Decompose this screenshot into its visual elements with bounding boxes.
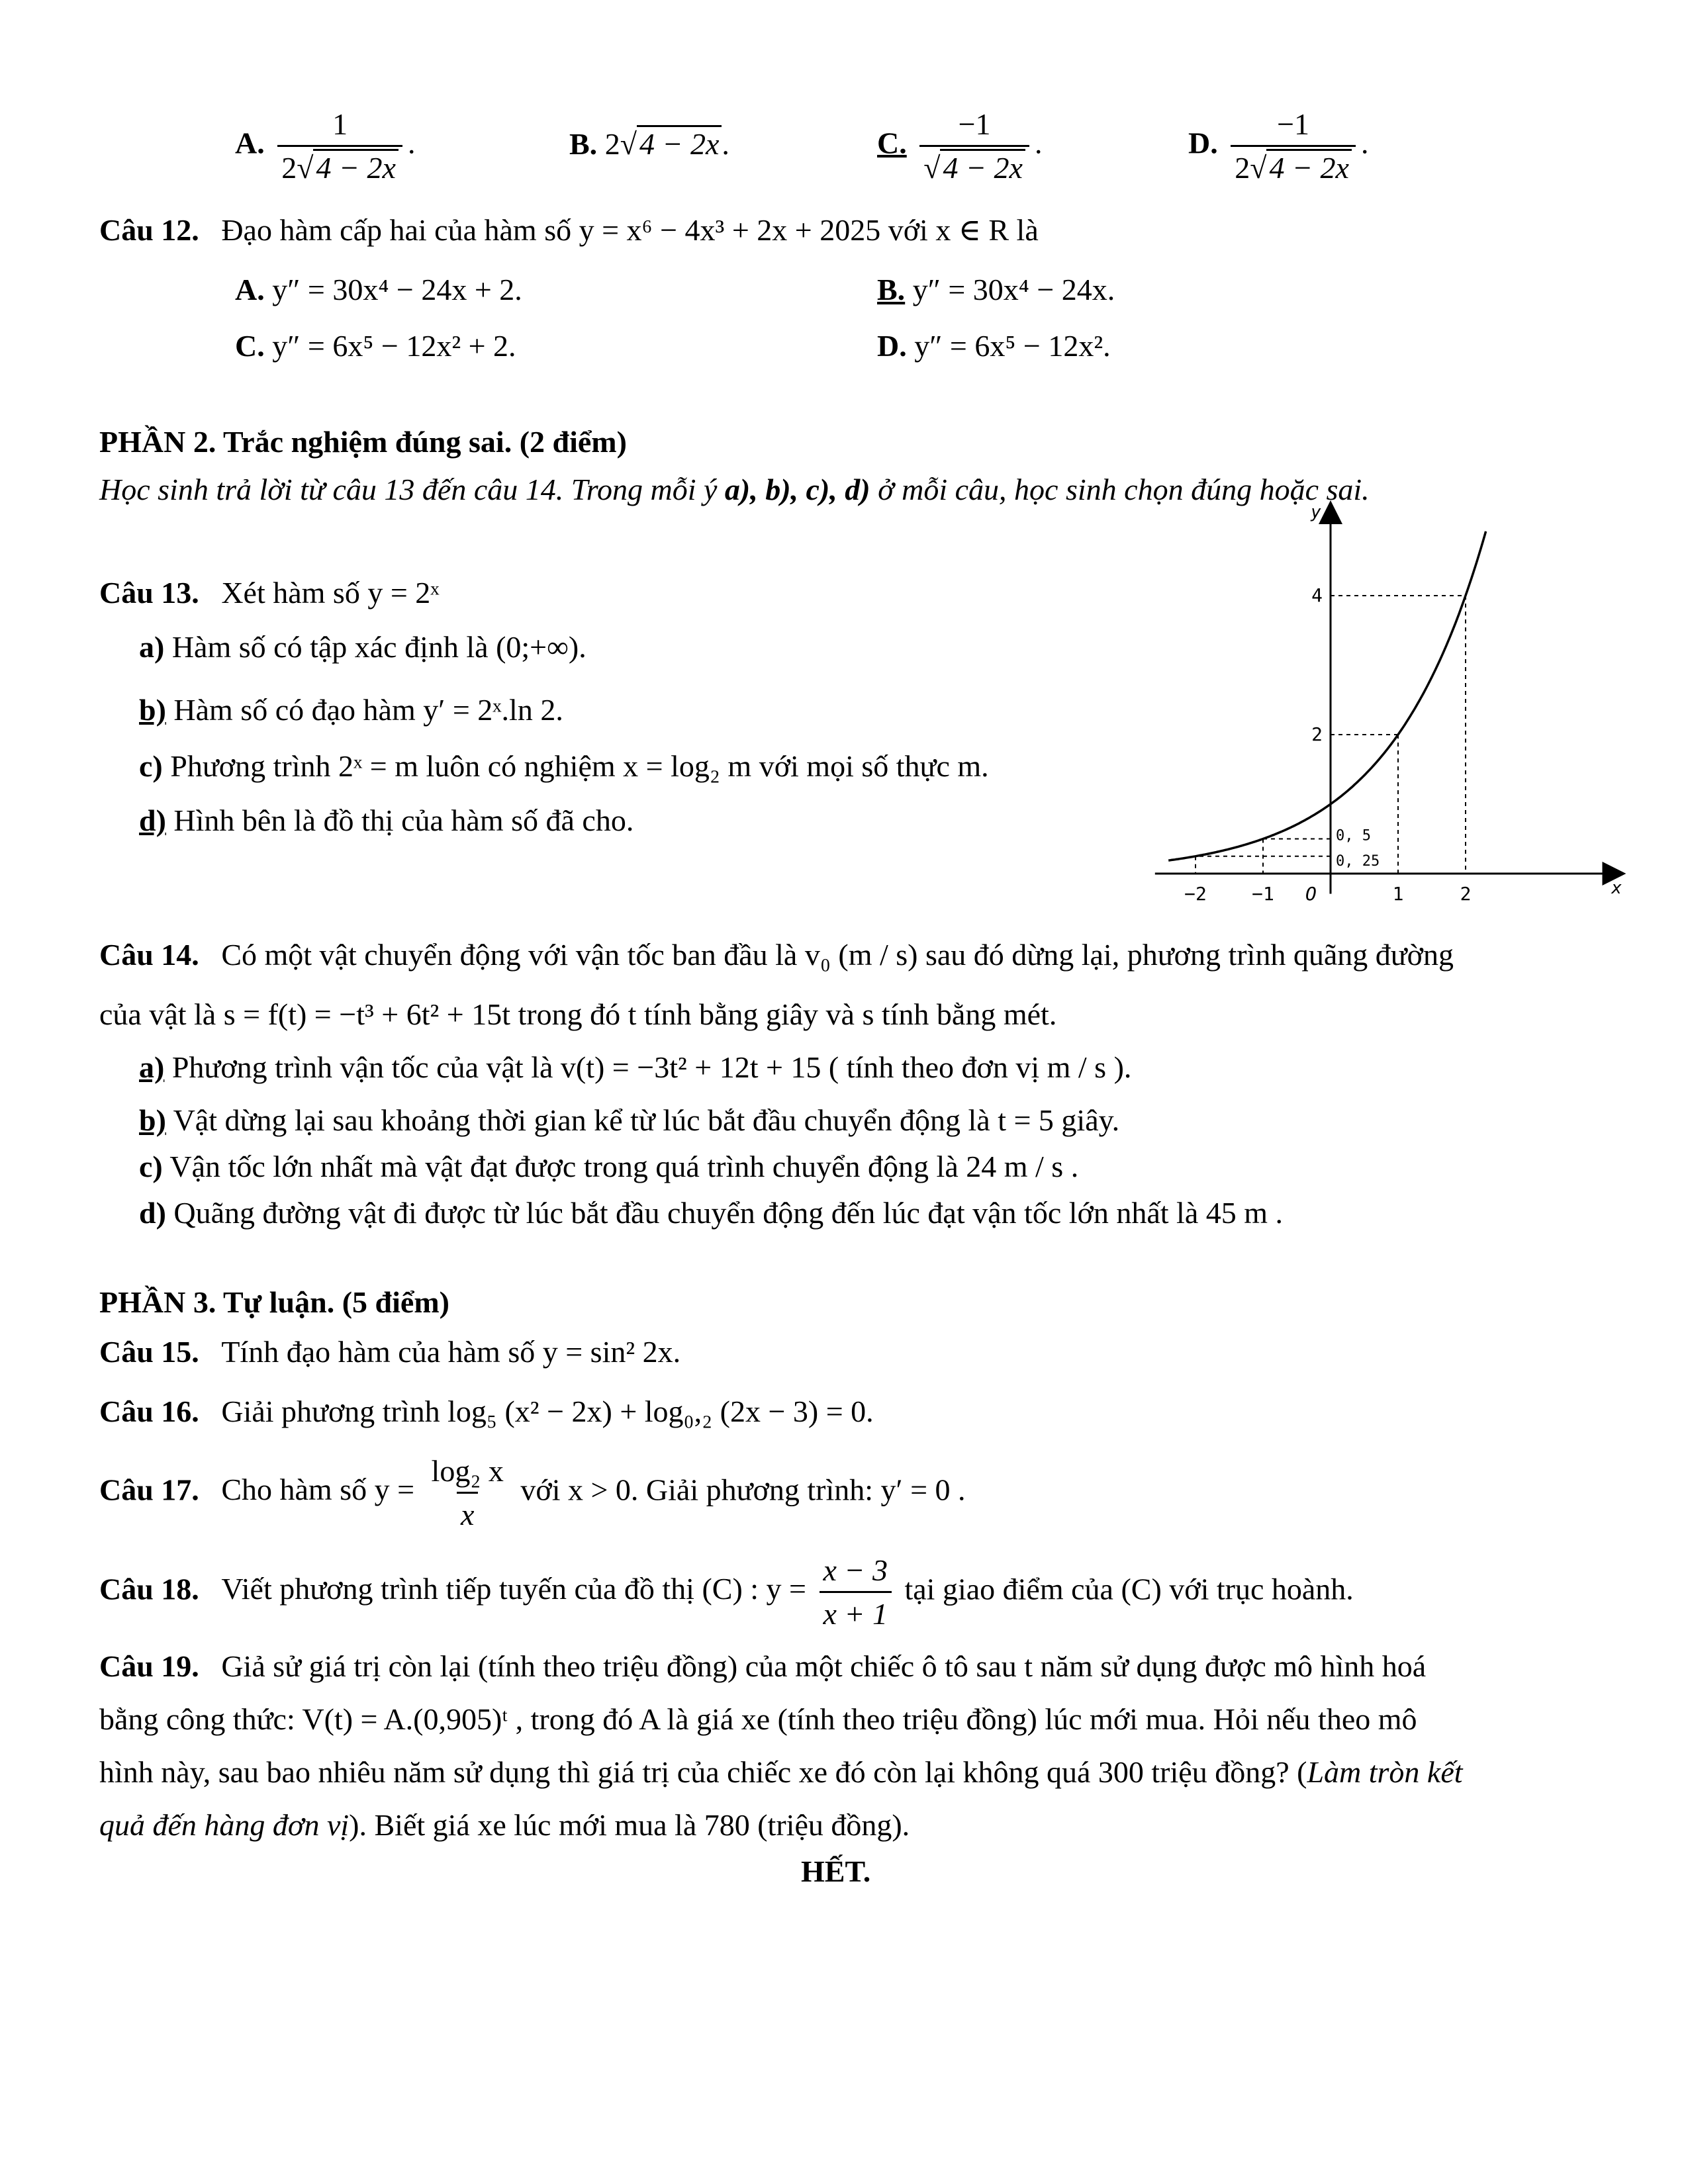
q14-item-b: b) Vật dừng lại sau khoảng thời gian kể từ lúc bắt đầu chuyển động là t = 5 giây. — [139, 1103, 1120, 1137]
exp-graph — [1139, 502, 1622, 907]
x-tick-label: −2 — [1184, 883, 1207, 905]
y-tick-label: 4 — [1311, 584, 1323, 606]
x-tick-label: O — [1305, 883, 1317, 905]
question-label: Câu 15. — [99, 1335, 199, 1369]
curve-y-2-pow-x — [1168, 531, 1485, 860]
q11-option-c: C. $\frac{-1}{√4 - 2x}$ . — [877, 106, 1042, 186]
q12-stem: Câu 12. Đạo hàm cấp hai của hàm số y = x⁶ − 4x³ + 2x + 2025 với x ∈ R là — [99, 213, 1039, 247]
question-label: Câu 13. — [99, 576, 199, 610]
q13-item-d: d) Hình bên là đồ thị của hàm số đã cho. — [139, 803, 634, 837]
y-tick-label: 0, 25 — [1336, 852, 1380, 870]
x-tick-label: 1 — [1392, 883, 1404, 905]
part2-title: PHẦN 2. Trắc nghiệm đúng sai. (2 điểm) — [99, 425, 627, 459]
y-axis-label: y — [1311, 502, 1321, 522]
q11-option-d: D. $\frac{-1}{2√4 - 2x}$ . — [1188, 106, 1368, 186]
q19-line4: quả đến hàng đơn vị). Biết giá xe lúc mới mua là 780 (triệu đồng). — [99, 1808, 910, 1842]
q13-item-a: a) Hàm số có tập xác định là (0;+∞). — [139, 630, 586, 664]
q13-item-c: c) Phương trình 2ˣ = m luôn có nghiệm x = log₂ m với mọi số thực m. — [139, 749, 989, 783]
q14-stem-line1: Câu 14. Có một vật chuyển động với vận tốc ban đầu là v₀ (m / s) sau đó dừng lại, phương trình quãng đường — [99, 938, 1454, 972]
x-axis-label: x — [1611, 878, 1622, 898]
q19-line2: bằng công thức: V(t) = A.(0,905)ᵗ , trong đó A là giá xe (tính theo triệu đồng) lúc mới mua. Hỏi nếu theo mô — [99, 1702, 1417, 1736]
fraction: $\frac{1}{2√4 - 2x}$ — [277, 106, 402, 186]
q12-option-c: C. y″ = 6x⁵ − 12x² + 2. — [235, 329, 516, 363]
q13-item-b: b) Hàm số có đạo hàm y′ = 2ˣ.ln 2. — [139, 693, 563, 727]
q14-item-a: a) Phương trình vận tốc của vật là v(t) = −3t² + 12t + 15 ( tính theo đơn vị m / s ). — [139, 1050, 1132, 1084]
question-label: Câu 19. — [99, 1649, 199, 1683]
y-tick-label: 0, 5 — [1336, 827, 1371, 844]
q12-option-a: A. y″ = 30x⁴ − 24x + 2. — [235, 273, 522, 306]
question-label: Câu 12. — [99, 213, 199, 247]
q14-item-d: d) Quãng đường vật đi được từ lúc bắt đầu chuyển động đến lúc đạt vận tốc lớn nhất là 45 m . — [139, 1196, 1284, 1230]
question-label: Câu 14. — [99, 938, 199, 972]
x-tick-label: −1 — [1252, 883, 1274, 905]
fraction: $\frac{\text{log₂ x}}{x}$ — [428, 1453, 508, 1533]
q19-line1: Câu 19. Giả sử giá trị còn lại (tính theo triệu đồng) của một chiếc ô tô sau t năm sử dụng được mô hình hoá — [99, 1649, 1427, 1683]
q14-stem-line2: của vật là s = f(t) = −t³ + 6t² + 15t trong đó t tính bằng giây và s tính bằng mét. — [99, 997, 1057, 1031]
part3-title: PHẦN 3. Tự luận. (5 điểm) — [99, 1285, 449, 1319]
q12-option-b: B. y″ = 30x⁴ − 24x. — [877, 273, 1115, 306]
x-tick-label: 2 — [1460, 883, 1472, 905]
q13-stem: Câu 13. Xét hàm số y = 2ˣ — [99, 576, 440, 610]
option-label: C. — [877, 126, 907, 160]
part2-instructions: Học sinh trả lời từ câu 13 đến câu 14. Trong mỗi ý a), b), c), d) ở mỗi câu, học sinh chọn đúng hoặc sai. — [99, 473, 1370, 506]
question-label: Câu 18. — [99, 1572, 199, 1606]
q14-item-c: c) Vận tốc lớn nhất mà vật đạt được trong quá trình chuyển động là 24 m / s . — [139, 1150, 1079, 1183]
question-label: Câu 17. — [99, 1473, 199, 1507]
q11-option-b: B. 2√4 − 2x. — [569, 126, 729, 162]
q11-option-a: A. $\frac{1}{2√4 - 2x}$ . — [235, 106, 415, 186]
q18: Câu 18. Viết phương trình tiếp tuyến của đồ thị (C) : y = $\frac{x - 3}{x + 1}$ tại giao điểm của (C) với trục hoành. — [99, 1552, 1354, 1632]
fraction: $\frac{x - 3}{x + 1}$ — [820, 1552, 892, 1632]
q19-line3: hình này, sau bao nhiêu năm sử dụng thì giá trị của chiếc xe đó còn lại không quá 300 triệu đồng? (Làm tròn kết — [99, 1755, 1463, 1789]
end-marker: HẾT. — [801, 1854, 871, 1888]
question-label: Câu 16. — [99, 1394, 199, 1428]
option-label: A. — [235, 126, 265, 160]
option-label: B. — [569, 127, 598, 161]
q17: Câu 17. Cho hàm số y = $\frac{\text{log₂ x}}{x}$ với x > 0. Giải phương trình: y′ = 0 . — [99, 1453, 966, 1533]
q12-option-d: D. y″ = 6x⁵ − 12x². — [877, 329, 1111, 363]
q15: Câu 15. Tính đạo hàm của hàm số y = sin² 2x. — [99, 1335, 681, 1369]
q16: Câu 16. Giải phương trình log₅ (x² − 2x) + log₀,₂ (2x − 3) = 0. — [99, 1394, 874, 1428]
option-label: D. — [1188, 126, 1218, 160]
fraction: $\frac{-1}{2√4 - 2x}$ — [1231, 106, 1356, 186]
y-tick-label: 2 — [1311, 723, 1323, 745]
axes — [1155, 502, 1622, 898]
fraction: $\frac{-1}{√4 - 2x}$ — [919, 106, 1029, 186]
